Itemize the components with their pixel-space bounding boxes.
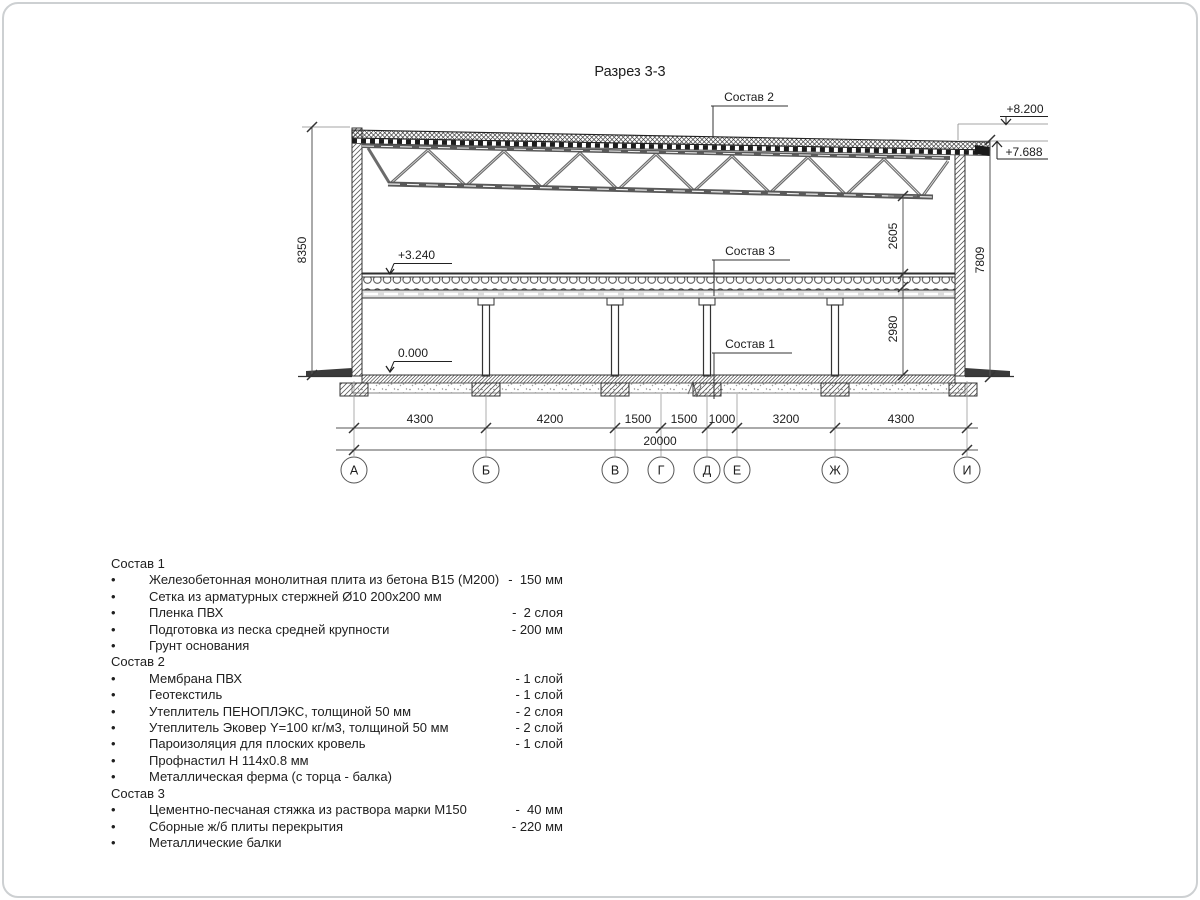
sostav1-label: Состав 1: [725, 337, 775, 351]
list-item: [111, 605, 563, 621]
item-name: Пароизоляция для плоских кровель: [149, 736, 366, 752]
floor-slab: [362, 274, 955, 299]
dim-v-g: 1500: [624, 412, 652, 426]
bullet: •: [111, 703, 116, 719]
bullet: •: [111, 588, 116, 604]
bullet: •: [111, 802, 116, 818]
list-item: [111, 736, 563, 752]
right-wall: [955, 152, 965, 376]
item-amount: - 40 мм: [515, 802, 563, 818]
list-item: [111, 572, 563, 588]
sand-layer: [352, 383, 965, 393]
item-amount: - 200 мм: [511, 621, 563, 637]
list-item: [111, 622, 563, 638]
item-name: Сборные ж/б плиты перекрытия: [149, 818, 344, 834]
bullet: •: [111, 736, 116, 752]
bullet: •: [111, 605, 116, 621]
axis-d: Д: [702, 463, 712, 478]
column: [699, 298, 715, 376]
bullet: •: [111, 769, 116, 785]
sostav3-label: Состав 3: [725, 244, 775, 258]
list-item: [111, 720, 563, 736]
bullet: •: [111, 720, 116, 736]
list-item: [111, 769, 563, 785]
column: [607, 298, 623, 376]
composition-lists: [111, 556, 563, 851]
column: [478, 298, 494, 376]
composition-2-title: Состав 2: [111, 654, 165, 670]
dim-g-d: 1500: [670, 412, 698, 426]
item-amount: - 2 слоя: [515, 703, 563, 719]
bullet: •: [111, 752, 116, 768]
dim-zh-i: 4300: [887, 412, 915, 426]
left-wall: [352, 128, 362, 376]
list-item: [111, 589, 563, 605]
bullet: •: [111, 834, 116, 850]
list-item: [111, 671, 563, 687]
bullet: •: [111, 621, 116, 637]
leader-labels: [711, 90, 792, 399]
item-name: Сетка из арматурных стержней Ø10 200х200 мм: [149, 588, 442, 604]
elevation-top: +8.200: [1006, 102, 1044, 116]
item-amount: - 2 слоя: [512, 605, 563, 621]
dim-8350: 8350: [295, 236, 309, 264]
ground-slab: [362, 375, 955, 383]
drawing-title: Разрез 3-3: [594, 64, 666, 80]
item-name: Цементно-песчаная стяжка из раствора марки М150: [149, 802, 467, 818]
axis-b: Б: [481, 463, 491, 478]
item-name: Геотекстиль: [149, 687, 223, 703]
item-name: Мембрана ПВХ: [149, 670, 243, 686]
bullet: •: [111, 670, 116, 686]
item-name: Профнастил Н 114х0.8 мм: [149, 752, 309, 768]
item-name: Подготовка из песка средней крупности: [149, 621, 390, 637]
column: [827, 298, 843, 376]
axis-a: А: [349, 463, 359, 478]
composition-3-title: Состав 3: [111, 785, 165, 801]
axis-zh: Ж: [829, 463, 841, 478]
item-name: Утеплитель ПЕНОПЛЭКС, толщиной 50 мм: [149, 703, 412, 719]
item-amount: - 2 слой: [515, 720, 563, 736]
list-item: [111, 704, 563, 720]
sostav2-label: Состав 2: [724, 90, 774, 104]
item-amount: - 1 слой: [515, 687, 563, 703]
blind-area-left: [306, 368, 352, 377]
axis-g: Г: [657, 463, 665, 478]
composition-1-title: Состав 1: [111, 556, 165, 571]
list-item: [111, 753, 563, 769]
hollow-core-slabs: [362, 277, 955, 290]
elevation-ground: 0.000: [398, 346, 429, 360]
list-item: [111, 638, 563, 654]
roof-truss: [352, 130, 990, 197]
bullet: •: [111, 572, 116, 588]
item-name: Грунт основания: [149, 638, 250, 654]
axis-markers: [341, 457, 980, 483]
dim-7809: 7809: [973, 246, 987, 274]
item-amount: - 1 слой: [515, 670, 563, 686]
item-amount: - 1 слой: [515, 736, 563, 752]
dim-2980: 2980: [886, 315, 900, 343]
elevation-slab: +3.240: [398, 248, 436, 262]
bullet: •: [111, 638, 116, 654]
item-name: Пленка ПВХ: [149, 605, 224, 621]
axis-e: Е: [732, 463, 742, 478]
item-name: Утеплитель Эковер Y=100 кг/м3, толщиной 50 мм: [149, 720, 449, 736]
dim-2605: 2605: [886, 222, 900, 250]
dim-d-e: 1000: [708, 412, 736, 426]
dim-a-b: 4300: [406, 412, 434, 426]
columns: [478, 298, 843, 376]
item-name: Металлическая ферма (с торца - балка): [149, 769, 392, 785]
list-item: [111, 687, 563, 703]
list-item: [111, 819, 563, 835]
item-amount: - 150 мм: [508, 572, 563, 588]
list-item: [111, 802, 563, 818]
item-name: Железобетонная монолитная плита из бетона В15 (М200): [149, 572, 500, 588]
bullet: •: [111, 818, 116, 834]
axis-i: И: [962, 463, 972, 478]
bullet: •: [111, 687, 116, 703]
blind-area-right: [965, 368, 1010, 377]
list-item: [111, 835, 563, 851]
item-name: Металлические балки: [149, 834, 282, 850]
item-amount: - 220 мм: [511, 818, 563, 834]
axis-v: В: [610, 463, 620, 478]
dim-total: 20000: [643, 434, 677, 448]
dim-b-v: 4200: [536, 412, 564, 426]
dim-e-zh: 3200: [772, 412, 800, 426]
elevation-eave: +7.688: [1005, 145, 1043, 159]
